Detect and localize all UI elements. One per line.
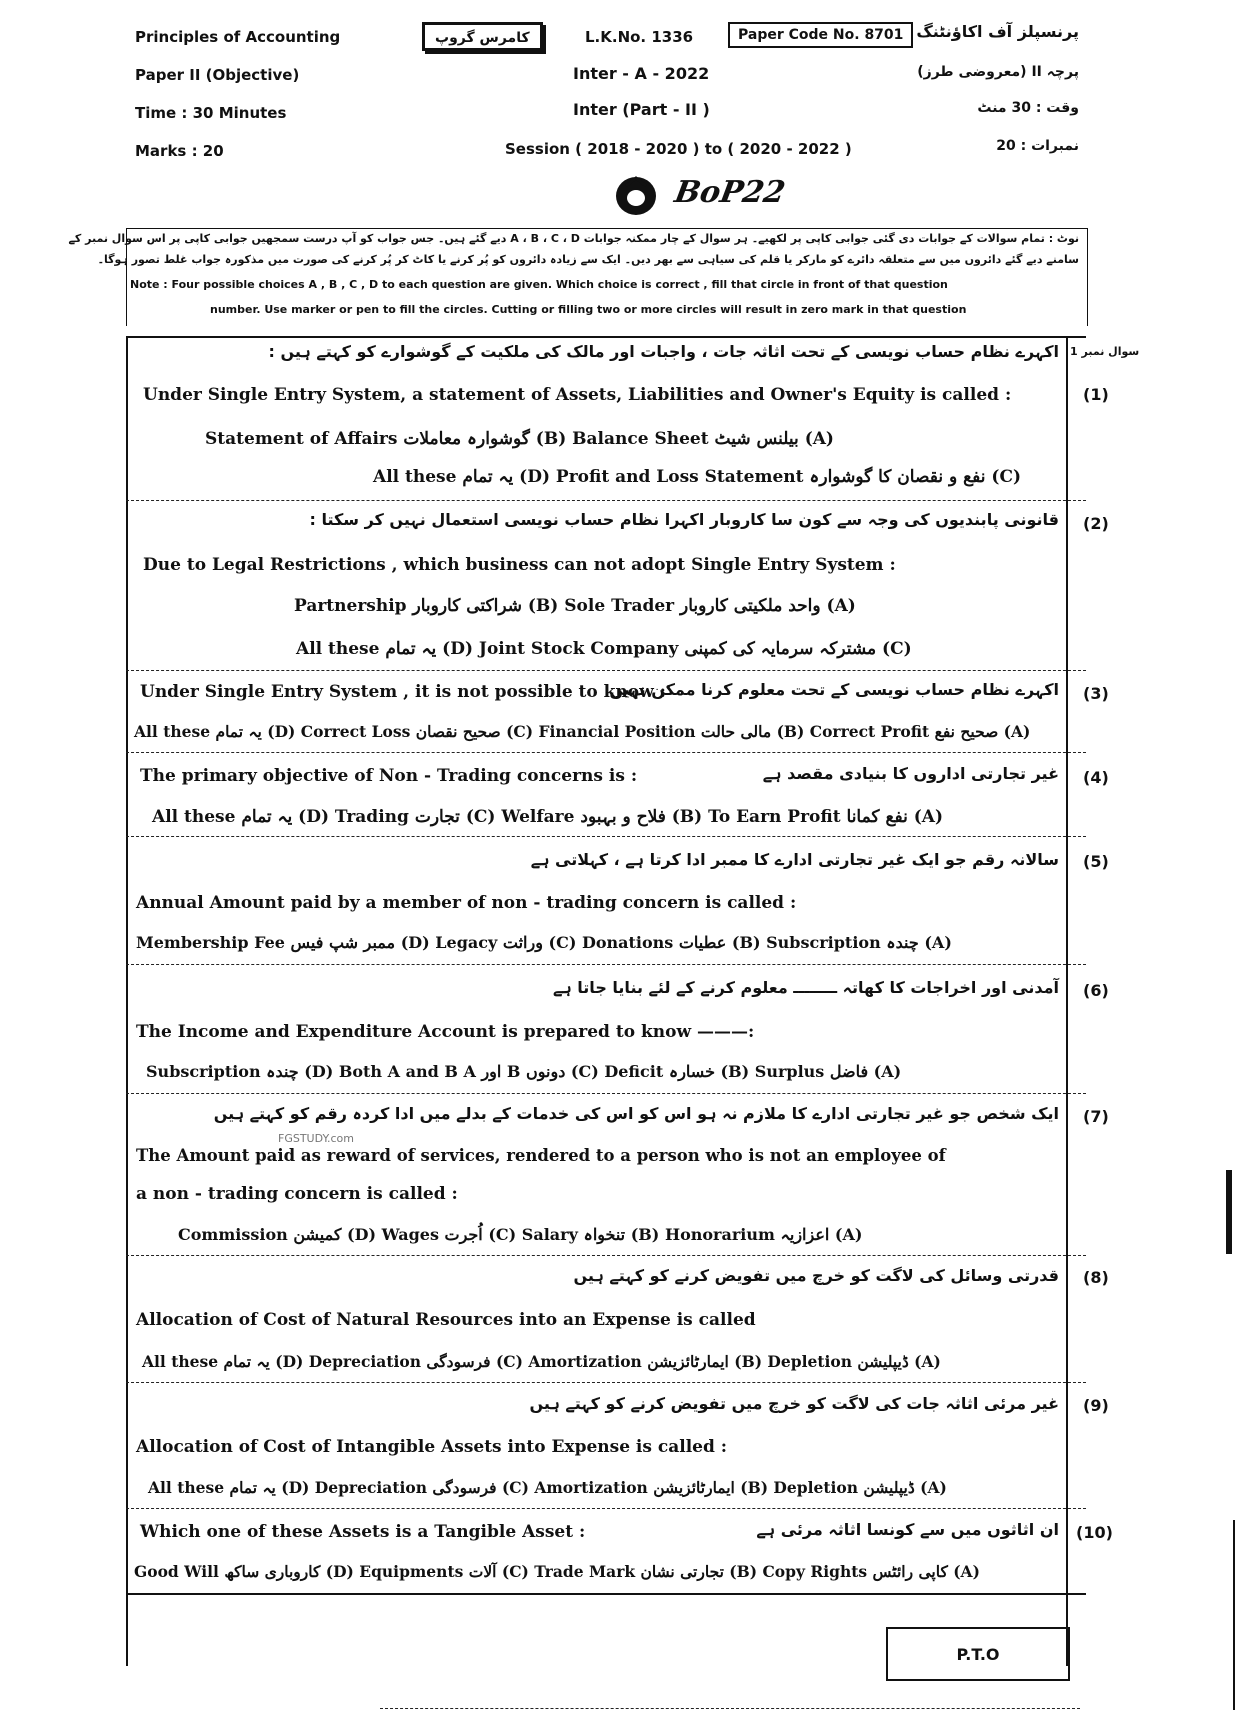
q2-divider <box>126 670 1086 671</box>
q6-options-line1: Subscription چندہ (D) Both A and B A اور B دونوں (C) Deficit خسارہ (B) Surplus فاضل (A) <box>146 1062 902 1081</box>
q3-number: (3) <box>1083 684 1109 703</box>
q7-english-line1: The Amount paid as reward of services, rendered to a person who is not an employee of <box>136 1146 946 1165</box>
q7-divider <box>126 1255 1086 1256</box>
q3-urdu: اکہرے نظام حساب نویسی کے تحت معلوم کرنا ممکن نہیں <box>609 680 1059 699</box>
instructions-urdu-line1: نوٹ : تمام سوالات کے جوابات دی گئی جوابی کاپی پر لکھیے۔ ہر سوال کے چار ممکنہ جوابات A ، B ، C ، D دیے گئے ہیں۔ جس جواب کو آپ درست سمجھیں جوابی کاپی پر اس سوال نمبر کے <box>68 232 1079 245</box>
scan-mark <box>1226 1170 1232 1254</box>
paper-english: Paper II (Objective) <box>135 66 300 84</box>
subject-english: Principles of Accounting <box>135 28 341 46</box>
group-box <box>422 22 543 51</box>
q7-options-line1: Commission کمیشن (D) Wages اُجرت (C) Salary تنخواہ (B) Honorarium اعزازیہ (A) <box>178 1225 863 1244</box>
q6-divider <box>126 1093 1086 1094</box>
q9-urdu: غیر مرئی اثاثہ جات کی لاگت کو خرچ میں تفویض کرنے کو کہتے ہیں <box>529 1394 1059 1413</box>
pto-label: P.T.O <box>956 1644 1000 1664</box>
q4-english: The primary objective of Non - Trading concerns is : <box>140 766 638 786</box>
q3-options-line1: All these یہ تمام (D) Correct Loss صحیح نقصان (C) Financial Position مالی حالت (B) Correct Profit صحیح نفع (A) <box>134 722 1031 741</box>
board-seal-icon <box>612 172 660 218</box>
q10-number: (10) <box>1076 1523 1113 1542</box>
q1-english: Under Single Entry System, a statement of Assets, Liabilities and Owner's Equity is called : <box>143 385 1012 405</box>
q2-number: (2) <box>1083 514 1109 533</box>
watermark: FGSTUDY.com <box>278 1132 354 1145</box>
q8-urdu: قدرتی وسائل کی لاگت کو خرچ میں تفویض کرنے کو کہتے ہیں <box>573 1266 1059 1285</box>
q5-english: Annual Amount paid by a member of non - trading concern is called : <box>136 893 797 913</box>
q4-number: (4) <box>1083 768 1109 787</box>
pto-box <box>886 1627 1070 1681</box>
q3-english: Under Single Entry System , it is not possible to know : <box>140 682 666 702</box>
paper-code: Paper Code No. 8701 <box>728 22 913 48</box>
q1-options-line2: All these یہ تمام (D) Profit and Loss Statement نفع و نقصان کا گوشوارہ (C) <box>373 467 1022 487</box>
handwritten-code: BoP22 <box>671 175 788 210</box>
time-english: Time : 30 Minutes <box>135 104 287 122</box>
instructions-urdu-line2: سامنے دیے گئے دائروں میں سے متعلقہ دائرے کو مارکر یا قلم کی سیاہی سے بھر دیں۔ ایک سے زیادہ دائروں کو پُر کرنے یا کاٹ کر پُر کرنے کی صورت میں مذکورہ جواب غلط تصور ہوگا۔ <box>97 253 1079 266</box>
table-number-column-rule <box>1066 336 1068 1666</box>
q5-options-line1: Membership Fee ممبر شپ فیس (D) Legacy وراثت (C) Donations عطیات (B) Subscription چندہ (A) <box>136 933 952 952</box>
instructions-english-line1: Note : Four possible choices A , B , C , D to each question are given. Which choice is correct , fill that circle in front of that question <box>130 278 948 291</box>
q6-urdu: آمدنی اور اخراجات کا کھاتہ ــــــــ معلوم کرنے کے لئے بنایا جاتا ہے <box>552 978 1059 997</box>
q10-options-line1: Good Will کاروباری ساکھ (D) Equipments آلات (C) Trade Mark تجارتی نشان (B) Copy Rights کاپی رائٹس (A) <box>134 1562 980 1581</box>
question-label: سوال نمبر 1 <box>1070 345 1140 358</box>
q1-urdu: اکہرے نظام حساب نویسی کے تحت اثاثہ جات ، واجبات اور مالک کی ملکیت کے گوشوارے کو کہتے ہیں : <box>268 342 1059 361</box>
q8-options-line1: All these یہ تمام (D) Depreciation فرسودگی (C) Amortization ایمارٹائزیشن (B) Depletion ڈیپلیشن (A) <box>142 1352 941 1371</box>
q6-number: (6) <box>1083 981 1109 1000</box>
q4-divider <box>126 836 1086 837</box>
q5-number: (5) <box>1083 852 1109 871</box>
lk-number: L.K.No. 1336 <box>585 28 694 46</box>
part-name: Inter (Part - II ) <box>573 100 710 119</box>
time-urdu: وقت : 30 منٹ <box>977 100 1079 116</box>
marks-urdu: نمبرات : 20 <box>996 138 1079 154</box>
page-bottom-border <box>380 1708 1080 1709</box>
q2-options-line2: All these یہ تمام (D) Joint Stock Company مشترکہ سرمایہ کی کمپنی (C) <box>296 639 912 659</box>
paper-urdu: پرچہ II (معروضی طرز) <box>917 64 1079 80</box>
q6-english: The Income and Expenditure Account is prepared to know ———: <box>136 1022 755 1042</box>
session: Session ( 2018 - 2020 ) to ( 2020 - 2022 ) <box>505 140 852 158</box>
q5-divider <box>126 964 1086 965</box>
q8-divider <box>126 1382 1086 1383</box>
q2-options-line1: Partnership شراکتی کاروبار (B) Sole Trader واحد ملکیتی کاروبار (A) <box>294 596 856 616</box>
q1-options-line1: Statement of Affairs گوشوارہ معاملات (B) Balance Sheet بیلنس شیٹ (A) <box>205 429 834 449</box>
q10-english: Which one of these Assets is a Tangible Asset : <box>140 1522 586 1542</box>
q1-divider <box>126 500 1086 501</box>
q3-divider <box>126 752 1086 753</box>
table-left-rule <box>126 336 128 1666</box>
scan-edge-line <box>1233 1520 1235 1710</box>
q4-urdu: غیر تجارتی اداروں کا بنیادی مقصد ہے <box>762 764 1059 783</box>
q9-english: Allocation of Cost of Intangible Assets into Expense is called : <box>136 1437 728 1457</box>
q9-number: (9) <box>1083 1396 1109 1415</box>
q8-number: (8) <box>1083 1268 1109 1287</box>
q7-number: (7) <box>1083 1107 1109 1126</box>
subject-urdu: پرنسپلز آف اکاؤنٹنگ <box>916 22 1079 41</box>
group-label: کامرس گروپ <box>435 30 530 46</box>
q1-number: (1) <box>1083 385 1109 404</box>
marks-english: Marks : 20 <box>135 142 224 160</box>
table-top-rule <box>126 336 1086 338</box>
q10-urdu: ان اثاثوں میں سے کونسا اثاثہ مرئی ہے <box>756 1520 1059 1539</box>
q8-english: Allocation of Cost of Natural Resources into an Expense is called <box>136 1310 756 1330</box>
table-bottom-rule <box>126 1593 1086 1595</box>
exam-name: Inter - A - 2022 <box>573 64 710 83</box>
q9-divider <box>126 1508 1086 1509</box>
q7-english-line2: a non - trading concern is called : <box>136 1184 458 1204</box>
q9-options-line1: All these یہ تمام (D) Depreciation فرسودگی (C) Amortization ایمارٹائزیشن (B) Depletion ڈیپلیشن (A) <box>148 1478 947 1497</box>
q2-urdu: قانونی پابندیوں کی وجہ سے کون سا کاروبار اکہرا نظام حساب نویسی استعمال نہیں کر سکتا : <box>309 510 1059 529</box>
q2-english: Due to Legal Restrictions , which business can not adopt Single Entry System : <box>143 555 896 575</box>
q5-urdu: سالانہ رقم جو ایک غیر تجارتی ادارے کا ممبر ادا کرتا ہے ، کہلاتی ہے <box>530 850 1059 869</box>
instructions-english-line2: number. Use marker or pen to fill the circles. Cutting or filling two or more circles will result in zero mark in that question <box>210 303 967 316</box>
q7-urdu: ایک شخص جو غیر تجارتی ادارے کا ملازم نہ ہو اس کو اس کی خدمات کے بدلے میں ادا کردہ رقم کو کہتے ہیں <box>213 1104 1059 1123</box>
q4-options-line1: All these یہ تمام (D) Trading تجارت (C) Welfare فلاح و بہبود (B) To Earn Profit نفع کمانا (A) <box>152 807 944 827</box>
